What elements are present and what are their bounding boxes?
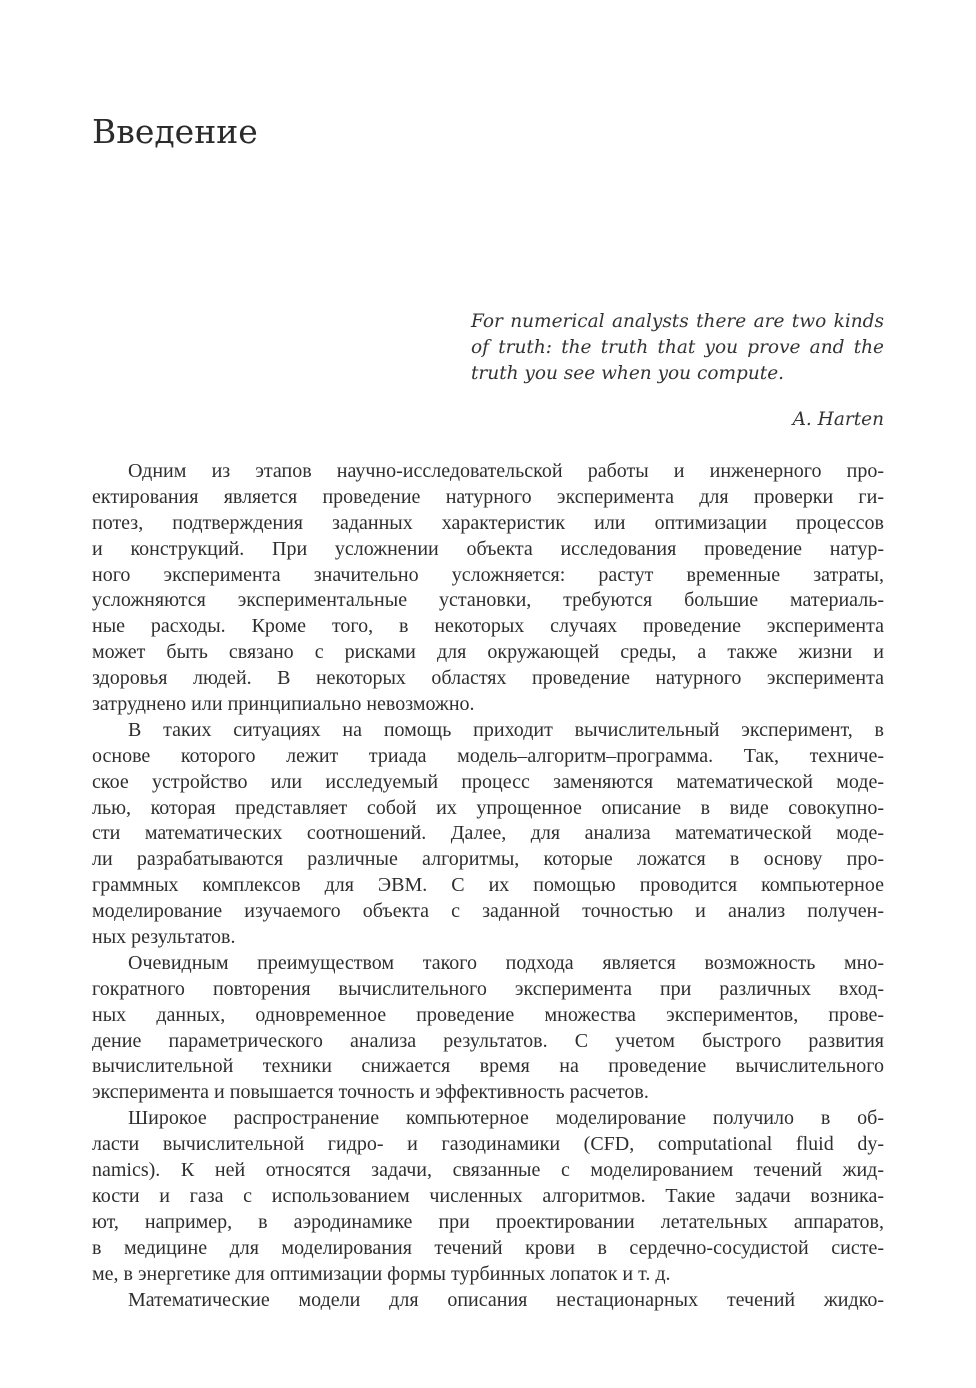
epigraph-line: of truth: the truth that you prove and the bbox=[471, 337, 884, 358]
paragraph-line: ли разрабатываются различные алгоритмы, которые ложатся в основу про- bbox=[92, 848, 884, 871]
paragraph-line: потез, подтверждения заданных характеристик или оптимизации процессов bbox=[92, 511, 884, 534]
paragraph-line: дение параметрического анализа результатов. С учетом быстрого развития bbox=[92, 1029, 884, 1052]
epigraph bbox=[471, 309, 884, 387]
paragraph-line: основе которого лежит триада модель–алгоритм–программа. Так, техниче- bbox=[92, 744, 884, 767]
paragraph-line: ных данных, одновременное проведение множества экспериментов, прове- bbox=[92, 1003, 884, 1026]
paragraph-line: Очевидным преимуществом такого подхода является возможность мно- bbox=[128, 951, 884, 974]
paragraph-line: гократного повторения вычислительного эксперимента при различных вход- bbox=[92, 977, 884, 1000]
paragraph-line: здоровья людей. В некоторых областях проведение натурного эксперимента bbox=[92, 667, 884, 690]
paragraph-line: Одним из этапов научно-исследовательской работы и инженерного про- bbox=[128, 460, 884, 482]
paragraph bbox=[92, 1106, 884, 1287]
paragraph-line: лью, которая представляет собой их упрощенное описание в виде совокупно- bbox=[92, 796, 884, 819]
paragraph bbox=[92, 1288, 884, 1314]
paragraph-line: сти математических соотношений. Далее, для анализа математической моде- bbox=[92, 822, 884, 845]
paragraph-line: ское устройство или исследуемый процесс заменяются математической моде- bbox=[92, 770, 884, 793]
paragraph-line: В таких ситуациях на помощь приходит вычислительный эксперимент, в bbox=[128, 718, 884, 741]
paragraph-line: может быть связано с рисками для окружающей среды, а также жизни и bbox=[92, 641, 884, 664]
paragraph-line: ных результатов. bbox=[92, 926, 236, 949]
epigraph-line: For numerical analysts there are two kinds bbox=[471, 311, 884, 332]
body-text bbox=[92, 459, 884, 1313]
paragraph-line: ектирования является проведение натурного эксперимента для проверки ги- bbox=[92, 485, 884, 508]
paragraph-line: ласти вычислительной гидро- и газодинамики (CFD, computational fluid dy- bbox=[92, 1133, 884, 1156]
paragraph-line: кости и газа с использованием численных алгоритмов. Такие задачи возника- bbox=[92, 1184, 884, 1207]
paragraph-line: вычислительной техники снижается время на проведение вычислительного bbox=[92, 1055, 884, 1078]
paragraph-line: затруднено или принципиально невозможно. bbox=[92, 693, 475, 716]
paragraph-line: Широкое распространение компьютерное моделирование получило в об- bbox=[128, 1107, 884, 1130]
paragraph-line: эксперимента и повышается точность и эффективность расчетов. bbox=[92, 1081, 649, 1104]
paragraph-line: namics). К ней относятся задачи, связанные с моделированием течений жид- bbox=[92, 1159, 884, 1182]
paragraph-line: и конструкций. При усложнении объекта исследования проведение натур- bbox=[92, 537, 884, 560]
epigraph-author: A. Harten bbox=[792, 409, 884, 430]
paragraph bbox=[92, 459, 884, 718]
paragraph-line: ме, в энергетике для оптимизации формы турбинных лопаток и т. д. bbox=[92, 1262, 671, 1285]
paragraph-line: моделирование изучаемого объекта с заданной точностью и анализ получен- bbox=[92, 900, 884, 923]
paragraph-line: Математические модели для описания нестационарных течений жидко- bbox=[128, 1288, 884, 1311]
paragraph-line: ют, например, в аэродинамике при проектировании летательных аппаратов, bbox=[92, 1210, 884, 1233]
paragraph-line: граммных комплексов для ЭВМ. С их помощью проводится компьютерное bbox=[92, 874, 884, 897]
epigraph-line: truth you see when you compute. bbox=[471, 363, 785, 384]
chapter-title: Введение bbox=[92, 112, 258, 151]
paragraph-line: ного эксперимента значительно усложняется: растут временные затраты, bbox=[92, 563, 884, 586]
paragraph bbox=[92, 951, 884, 1106]
paragraph-line: усложняются экспериментальные установки, требуются большие материаль- bbox=[92, 589, 884, 612]
paragraph bbox=[92, 718, 884, 951]
paragraph-line: ные расходы. Кроме того, в некоторых случаях проведение эксперимента bbox=[92, 615, 884, 638]
paragraph-line: в медицине для моделирования течений крови в сердечно-сосудистой систе- bbox=[92, 1236, 884, 1259]
